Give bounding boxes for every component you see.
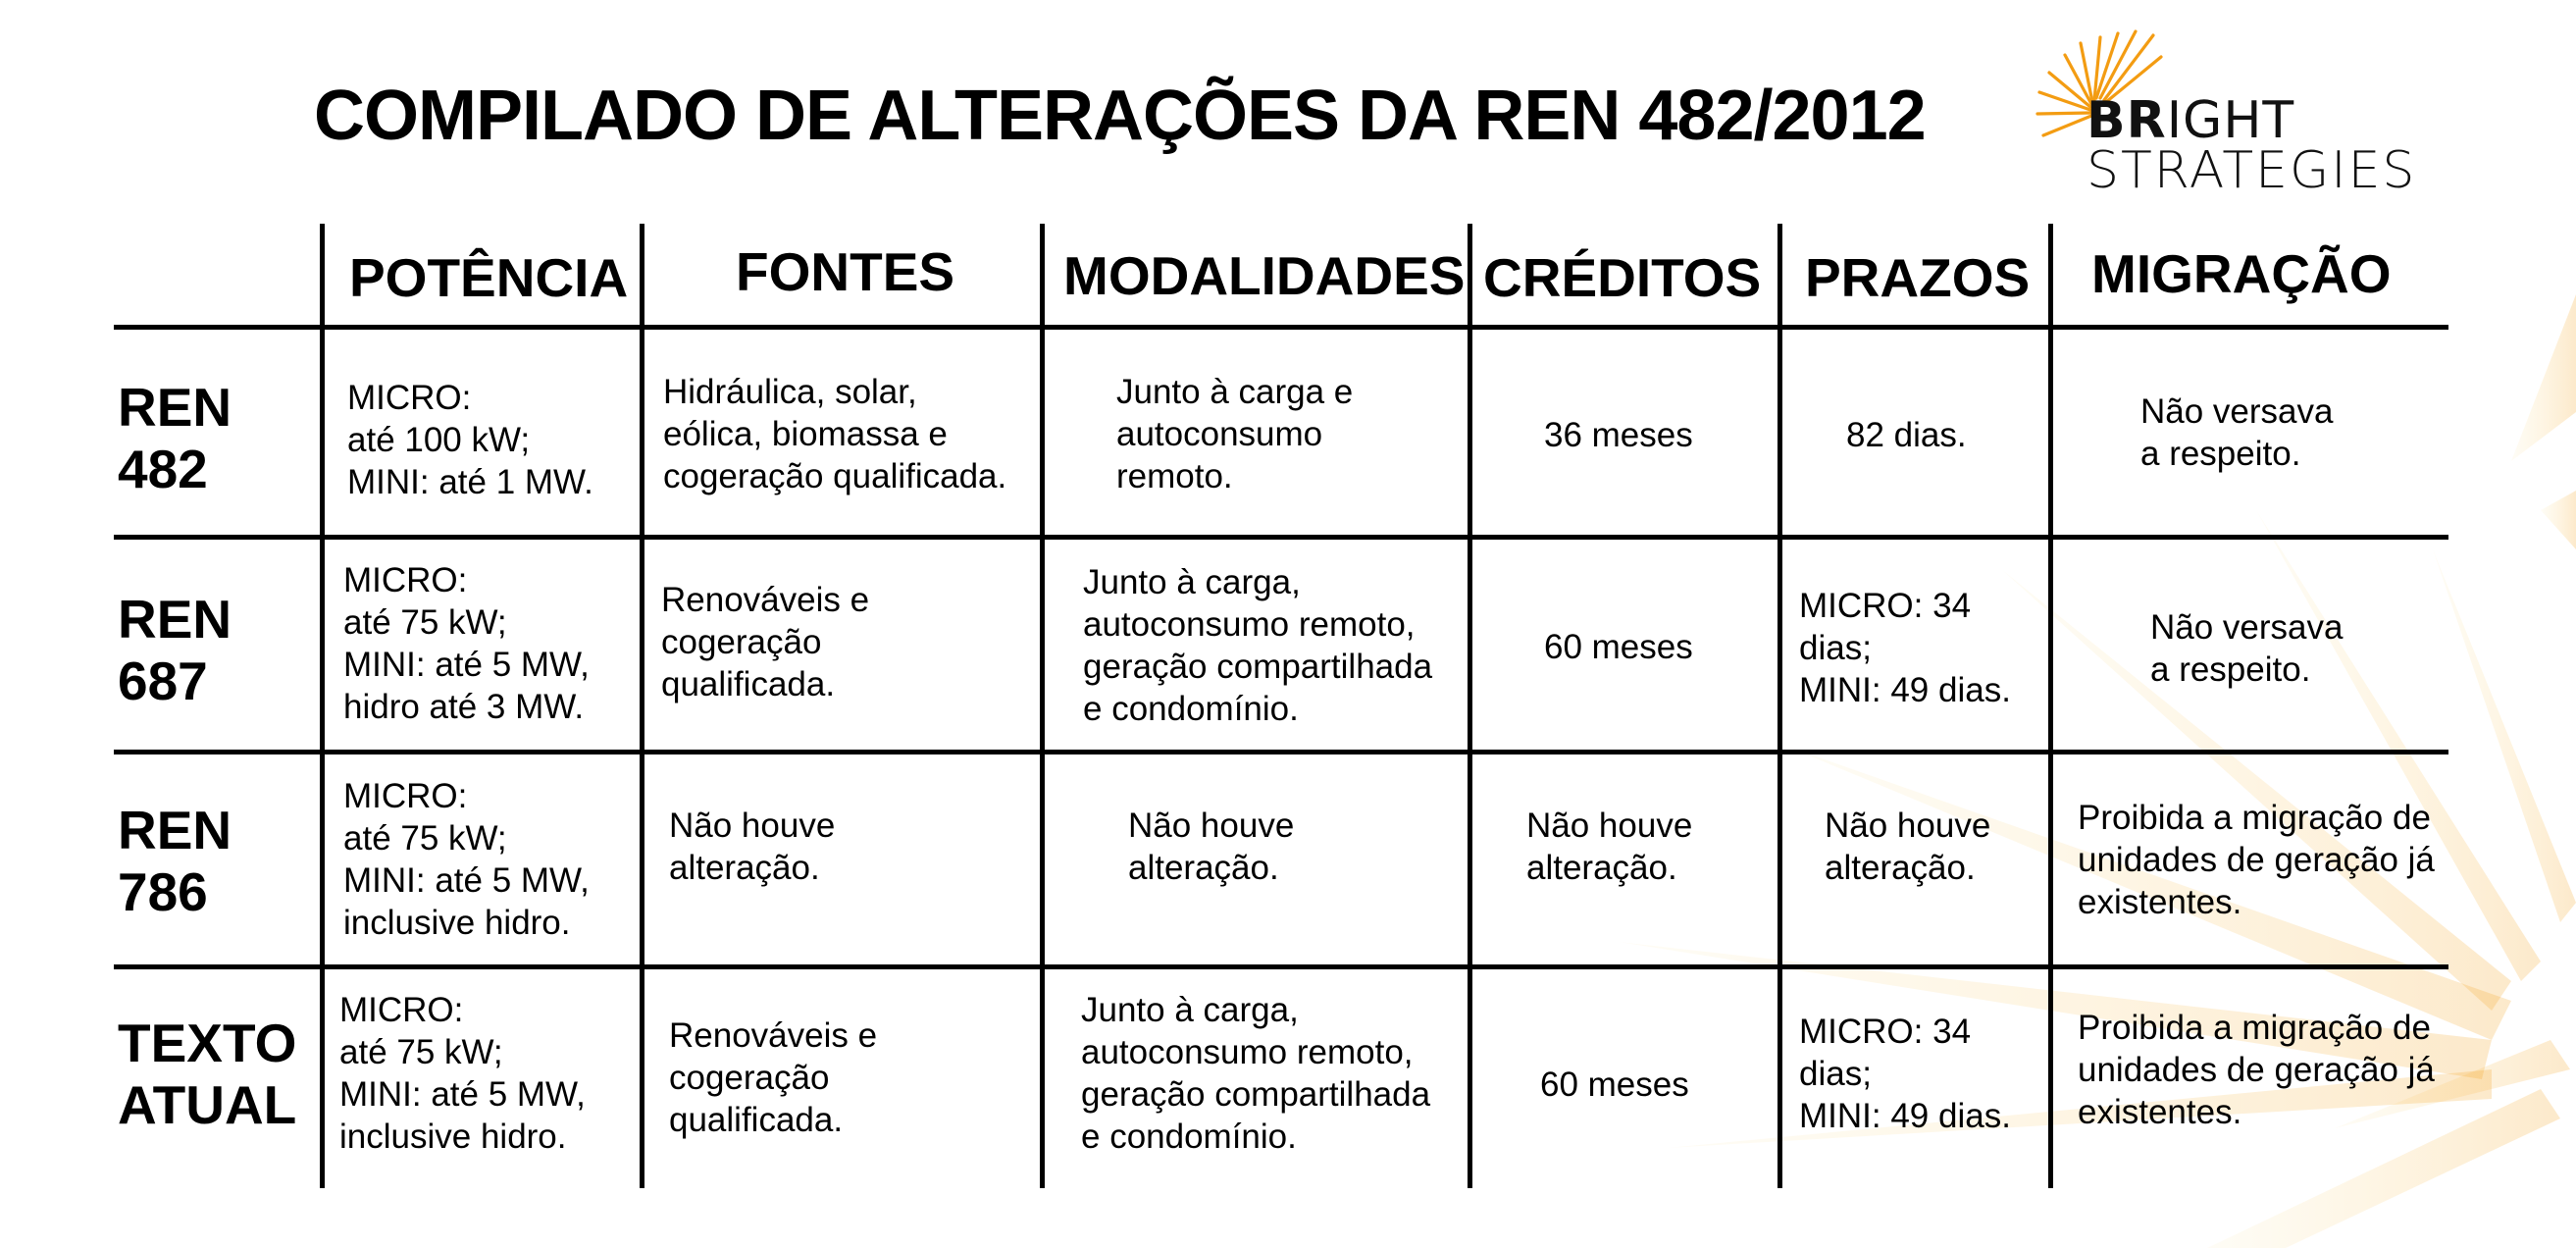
header-prazos: PRAZOS — [1805, 247, 2031, 308]
cell-prazos: MICRO: 34 dias; MINI: 49 dias. — [1799, 587, 2011, 709]
header-potencia: POTÊNCIA — [349, 247, 629, 308]
cell-migracao: Proibida a migração de unidades de geração já existentes. — [2078, 799, 2435, 921]
row-divider — [114, 535, 2448, 540]
cell-modalidades: Junto à carga, autoconsumo remoto, geração compartilhada e condomínio. — [1081, 991, 1431, 1156]
cell-modalidades: Não houve alteração. — [1128, 806, 1295, 887]
header-creditos: CRÉDITOS — [1483, 247, 1762, 308]
cell-creditos: Não houve alteração. — [1526, 806, 1693, 887]
column-divider — [1468, 224, 1472, 1188]
row-divider — [114, 750, 2448, 754]
cell-migracao: Não versava a respeito. — [2140, 392, 2334, 473]
header-modalidades: MODALIDADES — [1063, 245, 1466, 306]
row-divider — [114, 964, 2448, 969]
cell-potencia: MICRO: até 75 kW; MINI: até 5 MW, inclusive hidro. — [343, 777, 590, 942]
cell-potencia: MICRO: até 75 kW; MINI: até 5 MW, inclusive hidro. — [339, 991, 586, 1156]
cell-migracao: Não versava a respeito. — [2150, 608, 2344, 689]
column-divider — [320, 224, 325, 1188]
column-divider — [1040, 224, 1045, 1188]
cell-fontes: Hidráulica, solar, eólica, biomassa e cogeração qualificada. — [663, 373, 1007, 495]
row-label-ren-687: REN 687 — [118, 589, 232, 711]
cell-prazos: Não houve alteração. — [1825, 806, 1991, 887]
column-divider — [640, 224, 644, 1188]
cell-creditos: 60 meses — [1540, 1066, 1689, 1104]
cell-potencia: MICRO: até 100 kW; MINI: até 1 MW. — [347, 379, 593, 501]
cell-migracao: Proibida a migração de unidades de geração já existentes. — [2078, 1009, 2435, 1131]
cell-creditos: 36 meses — [1544, 416, 1693, 454]
logo-text-strategies: STRATEGIES — [2087, 141, 2417, 200]
column-divider — [2048, 224, 2053, 1188]
cell-modalidades: Junto à carga, autoconsumo remoto, geração compartilhada e condomínio. — [1083, 563, 1433, 728]
header-migracao: MIGRAÇÃO — [2091, 243, 2392, 304]
bright-strategies-logo — [2035, 29, 2447, 201]
cell-fontes: Renováveis e cogeração qualificada. — [661, 581, 870, 703]
row-divider — [114, 325, 2448, 330]
header-fontes: FONTES — [736, 241, 955, 302]
cell-fontes: Não houve alteração. — [669, 806, 836, 887]
row-label-texto-atual: TEXTO ATUAL — [118, 1013, 297, 1135]
row-label-ren-482: REN 482 — [118, 377, 232, 499]
cell-creditos: 60 meses — [1544, 628, 1693, 666]
cell-potencia: MICRO: até 75 kW; MINI: até 5 MW, hidro até 3 MW. — [343, 561, 590, 726]
row-label-ren-786: REN 786 — [118, 800, 232, 922]
logo-text-bright: BRIGHT — [2087, 91, 2295, 150]
cell-modalidades: Junto à carga e autoconsumo remoto. — [1116, 373, 1354, 495]
cell-prazos: 82 dias. — [1846, 416, 1967, 454]
column-divider — [1777, 224, 1782, 1188]
cell-prazos: MICRO: 34 dias; MINI: 49 dias. — [1799, 1013, 2011, 1135]
cell-fontes: Renováveis e cogeração qualificada. — [669, 1016, 878, 1139]
page-title: COMPILADO DE ALTERAÇÕES DA REN 482/2012 — [314, 77, 1926, 155]
